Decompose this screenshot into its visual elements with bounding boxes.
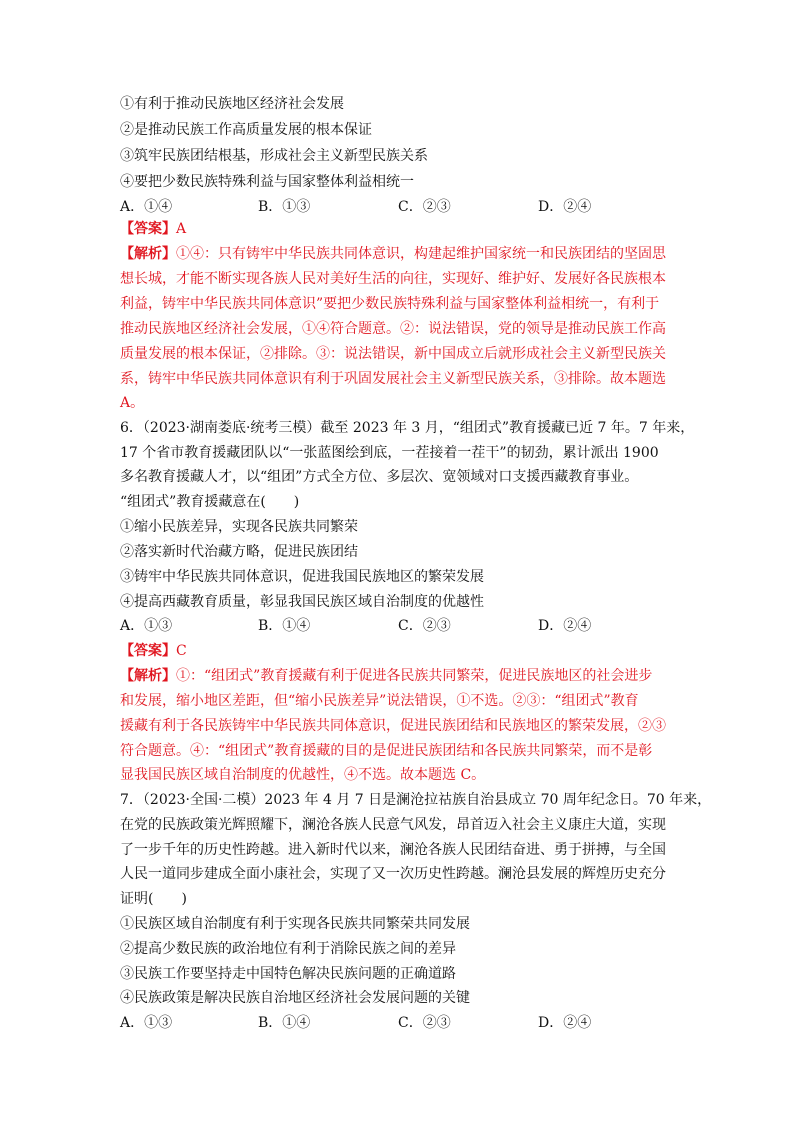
q6-item-3: ③铸牢中华民族共同体意识，促进我国民族地区的繁荣发展 <box>120 569 484 585</box>
q7-stem-line: 7．（2023·全国·二模）2023 年 4 月 7 日是澜沧拉祜族自治县成立 70 周年纪念日。70 年来， <box>120 792 712 808</box>
q6-option-a: A．①③ <box>120 618 173 634</box>
q7-item-1: ①民族区域自治制度有利于实现各民族共同繁荣共同发展 <box>120 916 470 932</box>
q7-stem-line: 人民一道同步建成全面小康社会，实现了又一次历史性跨越。澜沧县发展的辉煌历史充分 <box>120 866 666 882</box>
q6-stem-line: “组团式”教育援藏意在( ) <box>120 494 300 510</box>
q6-stem-line: 6．（2023·湖南娄底·统考三模）截至 2023 年 3 月，“组团式”教育援藏已近 7 年。7 年来， <box>120 420 695 436</box>
q6-stem-line: 多名教育援藏人才，以“组团”方式全方位、多层次、宽领域对口支援西藏教育事业。 <box>120 469 639 485</box>
q6-item-1: ①缩小民族差异，实现各民族共同繁荣 <box>120 519 358 535</box>
q6-analysis-text: ①：“组团式”教育援藏有利于促进各民族共同繁荣，促进民族地区的社会进步 <box>176 668 653 684</box>
q7-item-4: ④民族政策是解决民族自治地区经济社会发展问题的关键 <box>120 990 470 1006</box>
q5-item-3: ③筑牢民族团结根基，形成社会主义新型民族关系 <box>120 148 428 164</box>
q6-option-d: D．②④ <box>538 618 592 634</box>
q6-analysis-line: 显我国民族区域自治制度的优越性，④不选。故本题选 C。 <box>120 767 486 783</box>
q5-item-2: ②是推动民族工作高质量发展的根本保证 <box>120 122 372 138</box>
q7-option-d: D．②④ <box>538 1015 592 1031</box>
q7-item-2: ②提高少数民族的政治地位有利于消除民族之间的差异 <box>120 941 456 957</box>
q5-analysis-line: 想长城，才能不断实现各族人民对美好生活的向往，实现好、维护好、发展好各民族根本 <box>120 271 666 287</box>
q6-item-2: ②落实新时代治藏方略，促进民族团结 <box>120 544 358 560</box>
q7-options <box>120 1013 695 1033</box>
q6-option-c: C．②③ <box>398 618 451 634</box>
q6-answer <box>120 641 695 661</box>
q6-analysis-line: 援藏有利于各民族铸牢中华民族共同体意识，促进民族团结和民族地区的繁荣发展，②③ <box>120 718 666 734</box>
q5-option-b: B．①③ <box>258 199 311 215</box>
q7-option-b: B．①④ <box>258 1015 311 1031</box>
q7-stem-line: 了一步千年的历史性跨越。进入新时代以来，澜沧各族人民团结奋进、勇于拼搏，与全国 <box>120 842 666 858</box>
q5-answer-value: A <box>176 221 187 237</box>
q5-answer-tag: 【答案】 <box>120 221 176 237</box>
q5-analysis-line: A。 <box>120 395 145 411</box>
q5-analysis-line <box>120 244 695 264</box>
q5-analysis-tag: 【解析】 <box>120 246 176 262</box>
q6-answer-value: C <box>176 643 187 659</box>
q5-item-4: ④要把少数民族特殊利益与国家整体利益相统一 <box>120 174 414 190</box>
q6-stem-line: 17 个省市教育援藏团队以“一张蓝图绘到底，一茬接着一茬干”的韧劲，累计派出 1900 <box>120 445 659 461</box>
q7-stem-line: 在党的民族政策光辉照耀下，澜沧各族人民意气风发，昂首迈入社会主义康庄大道，实现 <box>120 817 666 833</box>
q5-analysis-text: ①④：只有铸牢中华民族共同体意识，构建起维护国家统一和民族团结的坚固思 <box>176 246 666 262</box>
q7-option-c: C．②③ <box>398 1015 451 1031</box>
q6-analysis-line: 和发展，缩小地区差距，但“缩小民族差异”说法错误，①不选。②③：“组团式”教育 <box>120 693 639 709</box>
q6-item-4: ④提高西藏教育质量，彰显我国民族区域自治制度的优越性 <box>120 594 484 610</box>
q5-option-d: D．②④ <box>538 199 592 215</box>
q6-analysis-tag: 【解析】 <box>120 668 176 684</box>
q6-option-b: B．①④ <box>258 618 311 634</box>
q5-options <box>120 197 695 217</box>
q6-options <box>120 616 695 636</box>
q6-answer-tag: 【答案】 <box>120 643 176 659</box>
q7-stem-line: 证明( ) <box>120 891 187 907</box>
q7-option-a: A．①③ <box>120 1015 173 1031</box>
q5-option-a: A．①④ <box>120 199 173 215</box>
q5-analysis-line: 质量发展的根本保证，②排除。③：说法错误，新中国成立后就形成社会主义新型民族关 <box>120 346 666 362</box>
q7-item-3: ③民族工作要坚持走中国特色解决民族问题的正确道路 <box>120 966 456 982</box>
q5-analysis-line: 系，铸牢中华民族共同体意识有利于巩固发展社会主义新型民族关系，③排除。故本题选 <box>120 371 666 387</box>
q5-item-1: ①有利于推动民族地区经济社会发展 <box>120 96 344 112</box>
q5-analysis-line: 利益，铸牢中华民族共同体意识”要把少数民族特殊利益与国家整体利益相统一，有利于 <box>120 296 660 312</box>
q6-analysis-line <box>120 666 695 686</box>
q5-analysis-line: 推动民族地区经济社会发展，①④符合题意。②：说法错误，党的领导是推动民族工作高 <box>120 321 666 337</box>
q6-analysis-line: 符合题意。④：“组团式”教育援藏的目的是促进民族团结和各民族共同繁荣，而不是彰 <box>120 743 653 759</box>
q5-answer <box>120 219 695 239</box>
q5-option-c: C．②③ <box>398 199 451 215</box>
